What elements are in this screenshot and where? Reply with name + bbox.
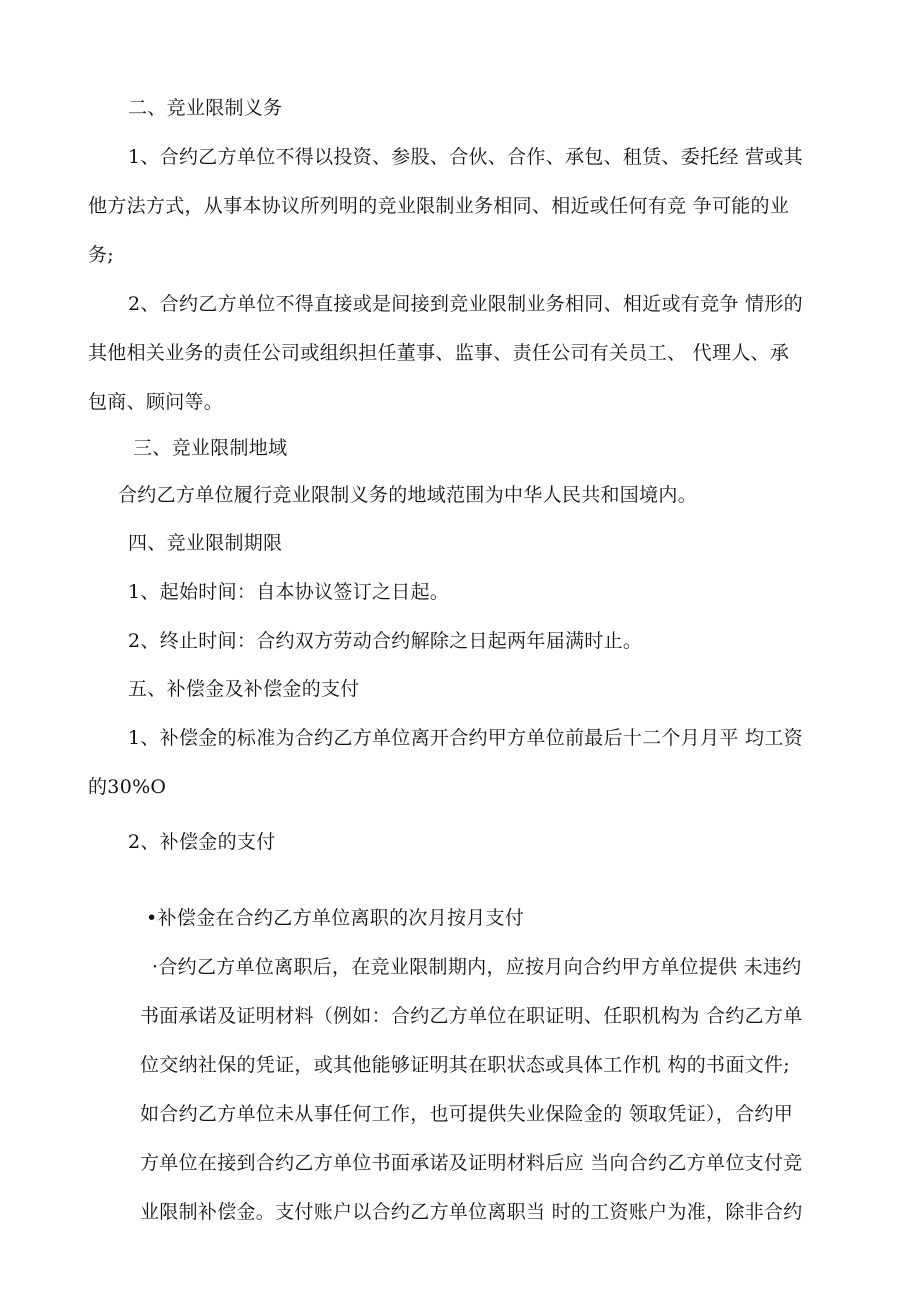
bullet-item: •补偿金在合约乙方单位离职的次月按月支付 [146,907,525,929]
paragraph-4-1: 1、起始时间：自本协议签订之日起。 [128,581,450,603]
paragraph-3: 合约乙方单位履行竞业限制义务的地域范围为中华人民共和国境内。 [118,484,698,506]
heading-5: 五、补偿金及补偿金的支付 [128,678,360,700]
bullet-item-continuation: 书面承诺及证明材料（例如：合约乙方单位在职证明、任职机构为 合约乙方单 [140,1005,803,1027]
paragraph-5-1-line: 的30%O [88,776,167,798]
paragraph-2-1-line: 他方法方式，从事本协议所列明的竞业限制业务相同、相近或任何有竞 争可能的业 [88,195,790,217]
bullet-item-continuation: 方单位在接到合约乙方单位书面承诺及证明材料后应 当向合约乙方单位支付竞 [140,1152,803,1174]
heading-4: 四、竞业限制期限 [128,532,283,554]
paragraph-2-1-line: 务; [88,244,115,266]
paragraph-4-2: 2、终止时间：合约双方劳动合约解除之日起两年届满时止。 [128,630,643,652]
bullet-item-continuation: 位交纳社保的凭证，或其他能够证明其在职状态或具体工作机 构的书面文件; [140,1054,790,1076]
paragraph-2-2-line: 包商、顾问等。 [88,391,224,413]
heading-3: 三、竞业限制地域 [133,437,288,459]
paragraph-5-1-line: 1、补偿金的标准为合约乙方单位离开合约甲方单位前最后十二个月月平 均工资 [128,727,803,749]
bullet-item-continuation: 业限制补偿金。支付账户以合约乙方单位离职当 时的工资账户为准，除非合约 [140,1201,803,1223]
bullet-item-continuation: 如合约乙方单位未从事任何工作，也可提供失业保险金的 领取凭证），合约甲 [140,1103,794,1125]
paragraph-2-1-line: 1、合约乙方单位不得以投资、参股、合伙、合作、承包、租赁、委托经 营或其 [128,146,803,168]
paragraph-2-2-line: 2、合约乙方单位不得直接或是间接到竞业限制业务相同、相近或有竞争 情形的 [128,293,803,315]
bullet-item: ·合约乙方单位离职后，在竞业限制期内，应按月向合约甲方单位提供 未违约 [152,956,802,978]
heading-2: 二、竞业限制义务 [128,97,283,119]
paragraph-5-2: 2、补偿金的支付 [128,831,276,853]
paragraph-2-2-line: 其他相关业务的责任公司或组织担任董事、监事、责任公司有关员工、 代理人、承 [88,342,790,364]
